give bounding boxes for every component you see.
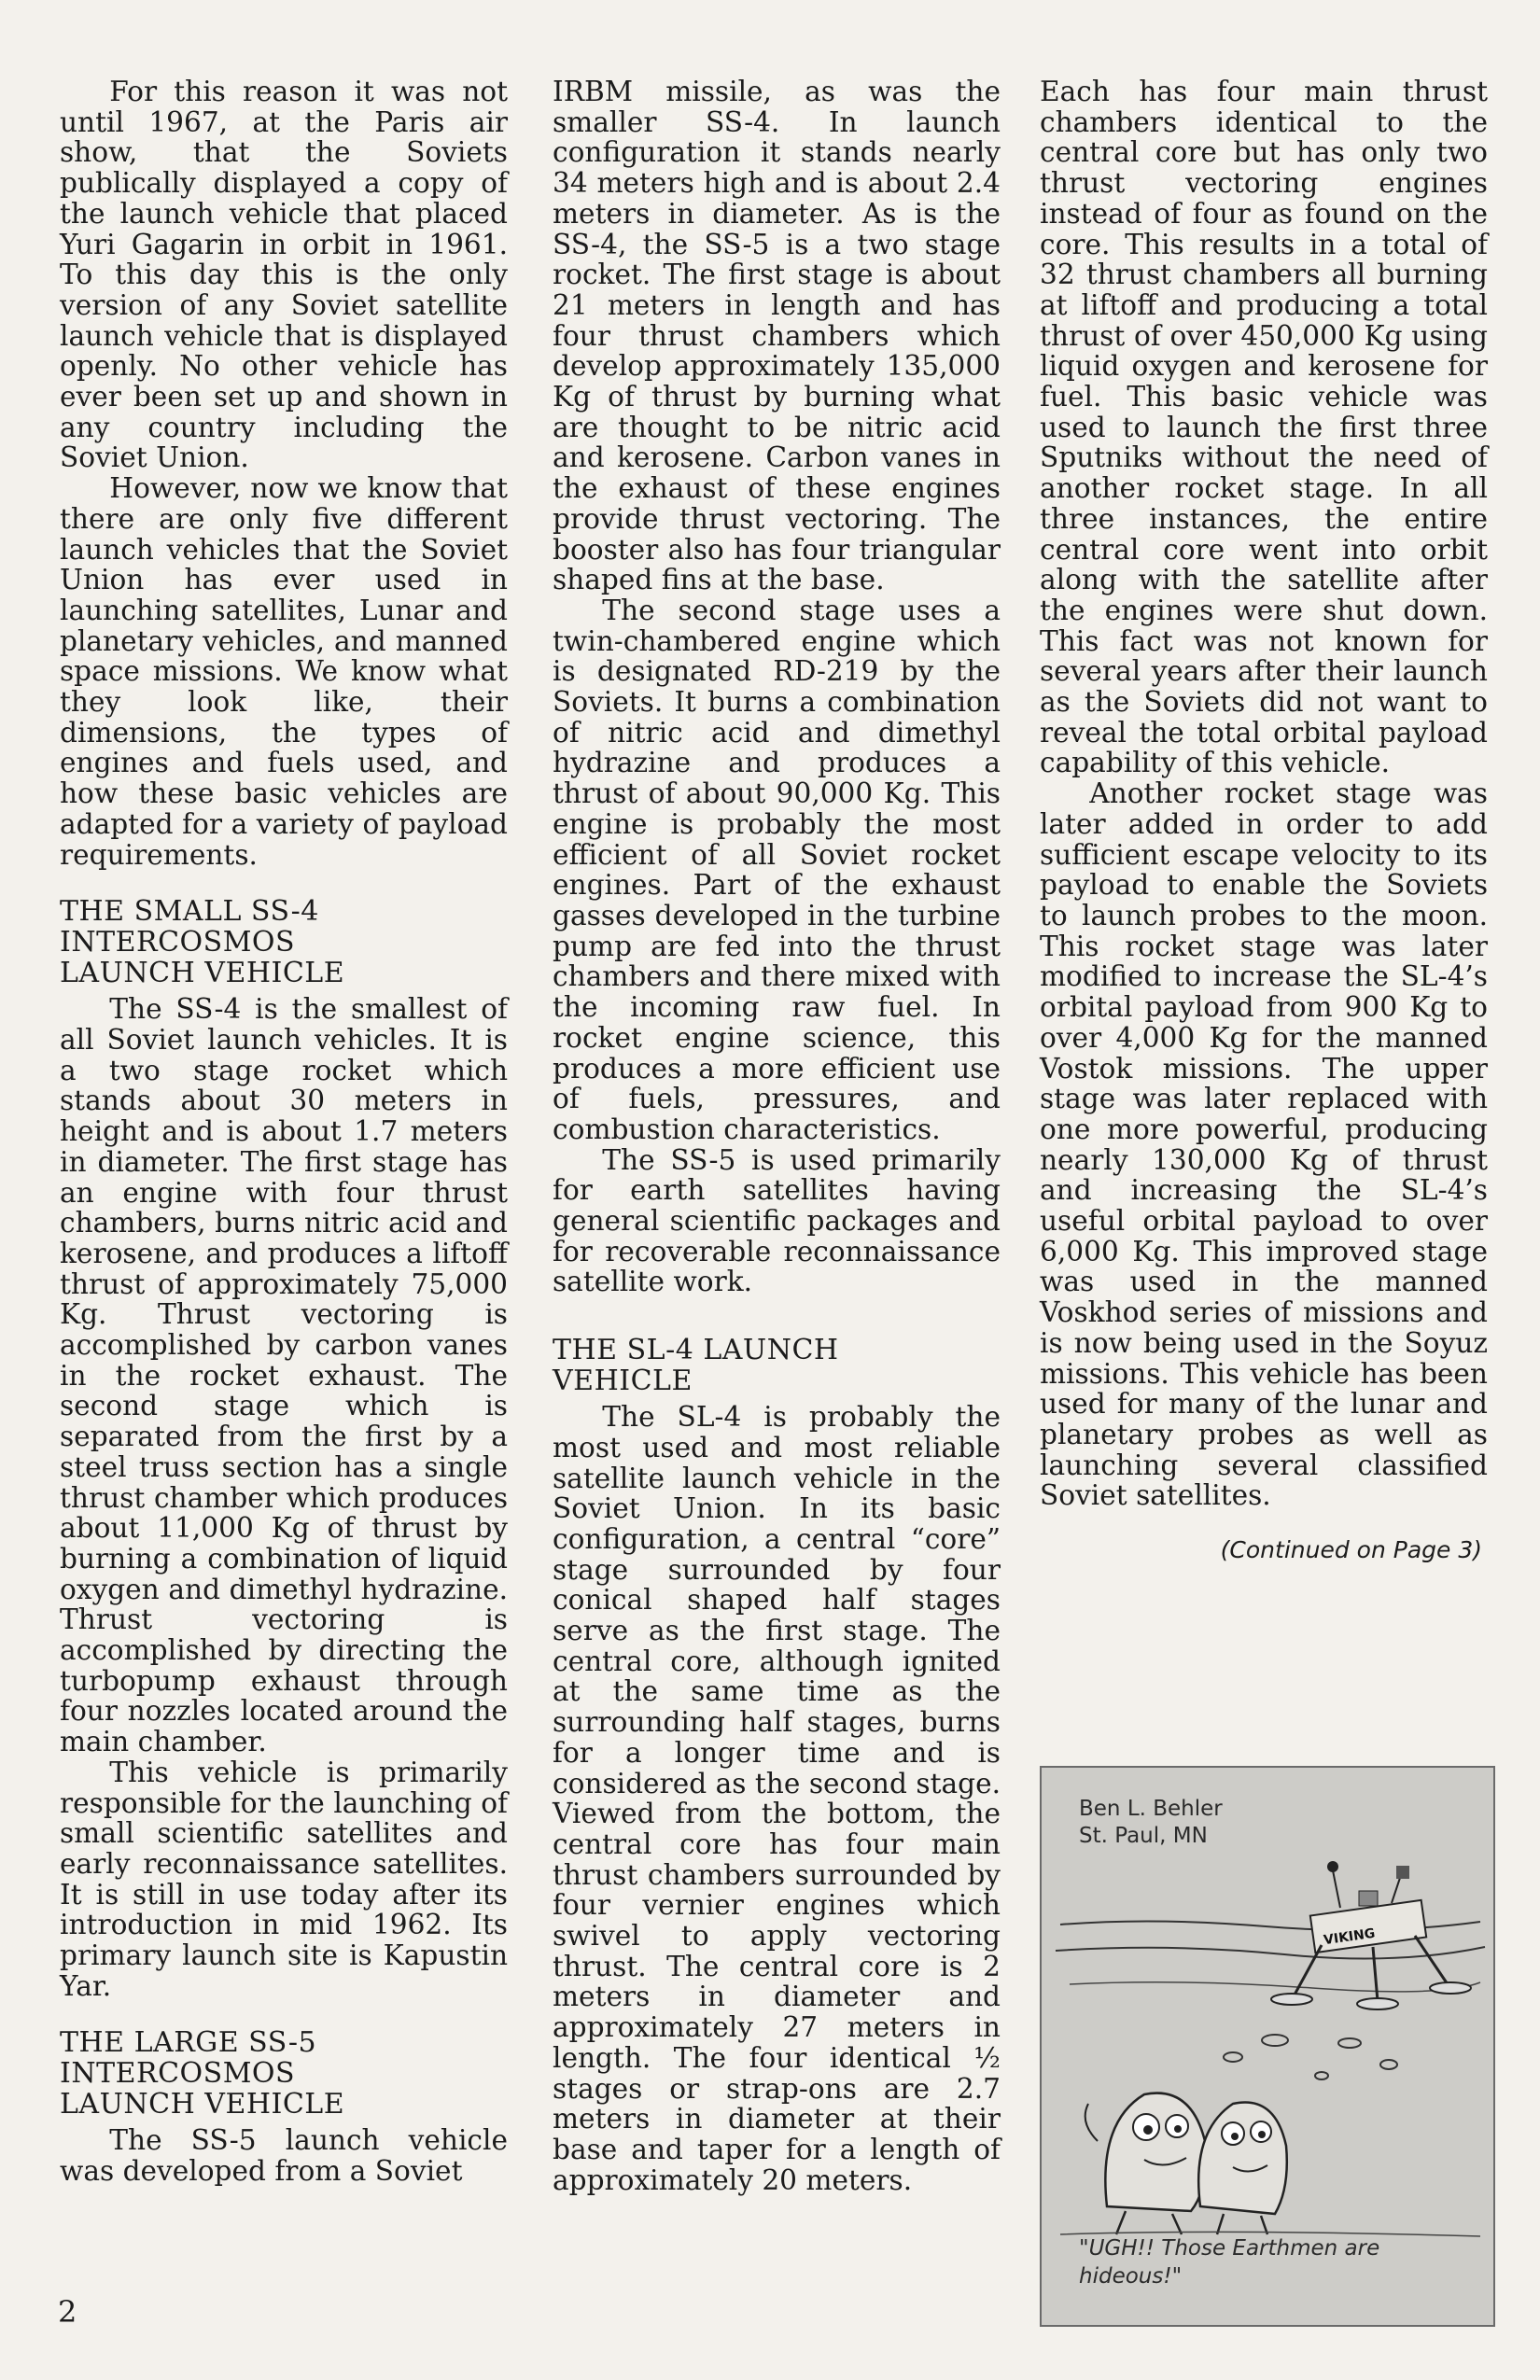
paragraph: This vehicle is primarily responsible for the launching of small scientific satellites and early reconnaissance satellites. It is still in use today after its introduction in mid 1962. Its primary launch site is Kapustin Yar.: [60, 1756, 508, 2002]
paragraph: The SS-5 is used primarily for earth satellites having general scientific packages and for recoverable reconnaissance satellite work.: [553, 1143, 1001, 1298]
page-number: 2: [58, 2294, 77, 2330]
cartoon-panel: [1040, 1766, 1495, 2327]
paragraph: IRBM missile, as was the smaller SS-4. In launch configuration it stands nearly 34 meters high and is about 2.4 meters in diameter. As is the SS-4, the SS-5 is a two stage rocket. The first stage is about 21 meters in length and has four thrust chambers which develop approximately 135,000 Kg of thrust by burning what are thought to be nitric acid and kerosene. Carbon vanes in the exhaust of these engines provide thrust vectoring. The booster also has four triangular shaped fins at the base.: [553, 76, 1001, 596]
paragraph: The second stage uses a twin-chambered engine which is designated RD-219 by the Soviets. It burns a combination of nitric acid and dimethyl hydrazine and produces a thrust of about 90,000 Kg. This engine is probably the most efficient of all Soviet rocket engines. Part of the exhaust gasses developed in the turbine pump are fed into the thrust chambers and there mixed with the incoming raw fuel. In rocket engine science, this produces a more efficient use of fuels, pressures, and combustion characteristics.: [553, 594, 1001, 1145]
lander-label: VIKING: [1323, 1925, 1377, 1949]
paragraph: For this reason it was not until 1967, at the Paris air show, that the Soviets publically displayed a copy of the launch vehicle that placed Yuri Gagarin in orbit in 1961. To this day this is the only version of any Soviet satellite launch vehicle that is displayed openly. No other vehicle has ever been set up and shown in any country including the Soviet Union.: [60, 76, 508, 474]
alien-figure: [1085, 2093, 1206, 2234]
section-heading-ss5: [60, 2027, 508, 2120]
paragraph: The SS-5 launch vehicle was developed from a Soviet: [60, 2124, 508, 2188]
artist-name: Ben L. Behler: [1079, 1797, 1223, 1821]
paragraph: The SL-4 is probably the most used and most reliable satellite launch vehicle in the Soviet Union. In its basic configuration, a central “core” stage surrounded by four conical shaped half stages serve as the first stage. The central core, although ignited at the same time as the surrounding half stages, burns for a longer time and is considered as the second stage. Viewed from the bottom, the central core has four main thrust chambers surrounded by four vernier engines which swivel to apply vectoring thrust. The central core is 2 meters in diameter and approximately 27 meters in length. The four identical ½ stages or strap-ons are 2.7 meters in diameter at their base and taper for a length of approximately 20 meters.: [553, 1401, 1001, 2196]
alien-figure: [1198, 2102, 1287, 2234]
section-heading-sl4: [553, 1335, 1001, 1396]
column-2: [553, 77, 1001, 2195]
cartoon-caption: "UGH!! Those Earthmen are hideous!": [1079, 2236, 1380, 2289]
artist-location: St. Paul, MN: [1079, 1824, 1208, 1848]
heading-line: THE LARGE SS-5: [60, 2026, 317, 2060]
heading-line: INTERCOSMOS: [60, 2057, 296, 2091]
heading-line: LAUNCH VEHICLE: [60, 2088, 345, 2121]
column-3: [1040, 77, 1488, 1566]
heading-line: THE SL-4 LAUNCH: [553, 1334, 839, 1367]
heading-line: VEHICLE: [553, 1365, 693, 1398]
section-heading-ss4: [60, 896, 508, 988]
continued-note: (Continued on Page 3): [1220, 1536, 1482, 1564]
heading-line: INTERCOSMOS: [60, 926, 296, 959]
paragraph: Another rocket stage was later added in order to add sufficient escape velocity to its payload to enable the Soviets to launch probes to the moon. This rocket stage was later modified to increase the SL-4’s orbital payload from 900 Kg to over 4,000 Kg for the manned Vostok missions. The upper stage was later replaced with one more powerful, producing nearly 130,000 Kg of thrust and increasing the SL-4’s useful orbital payload to over 6,000 Kg. This improved stage was used in the manned Voskhod series of missions and is now being used in the Soyuz missions. This vehicle has been used for many of the lunar and planetary probes as well as launching several classified Soviet satellites.: [1040, 777, 1488, 1512]
heading-line: THE SMALL SS-4: [60, 895, 319, 929]
cartoon-credit: [1079, 1796, 1223, 1850]
column-1: [60, 77, 508, 2187]
paragraph: Each has four main thrust chambers identical to the central core but has only two thrust vectoring engines instead of four as found on the core. This results in a total of 32 thrust chambers all burning at liftoff and producing a total thrust of over 450,000 Kg using liquid oxygen and kerosene for fuel. This basic vehicle was used to launch the first three Sputniks without the need of another rocket stage. In all three instances, the entire central core went into orbit along with the satellite after the engines were shut down. This fact was not known for several years after their launch as the Soviets did not want to reveal the total orbital payload capability of this vehicle.: [1040, 76, 1488, 779]
paragraph: The SS-4 is the smallest of all Soviet launch vehicles. It is a two stage rocket which stands about 30 meters in height and is about 1.7 meters in diameter. The first stage has an engine with four thrust chambers, burns nitric acid and kerosene, and produces a liftoff thrust of approximately 75,000 Kg. Thrust vectoring is accomplished by carbon vanes in the rocket exhaust. The second stage which is separated from the first by a steel truss section has a single thrust chamber which produces about 11,000 Kg of thrust by burning a combination of liquid oxygen and dimethyl hydrazine. Thrust vectoring is accomplished by directing the turbopump exhaust through four nozzles located around the main chamber.: [60, 993, 508, 1758]
paragraph: However, now we know that there are only five different launch vehicles that the Soviet Union has ever used in launching satellites, Lunar and planetary vehicles, and manned space missions. We know what they look like, their dimensions, the types of engines and fuels used, and how these basic vehicles are adapted for a variety of payload requirements.: [60, 472, 508, 871]
heading-line: LAUNCH VEHICLE: [60, 957, 345, 990]
